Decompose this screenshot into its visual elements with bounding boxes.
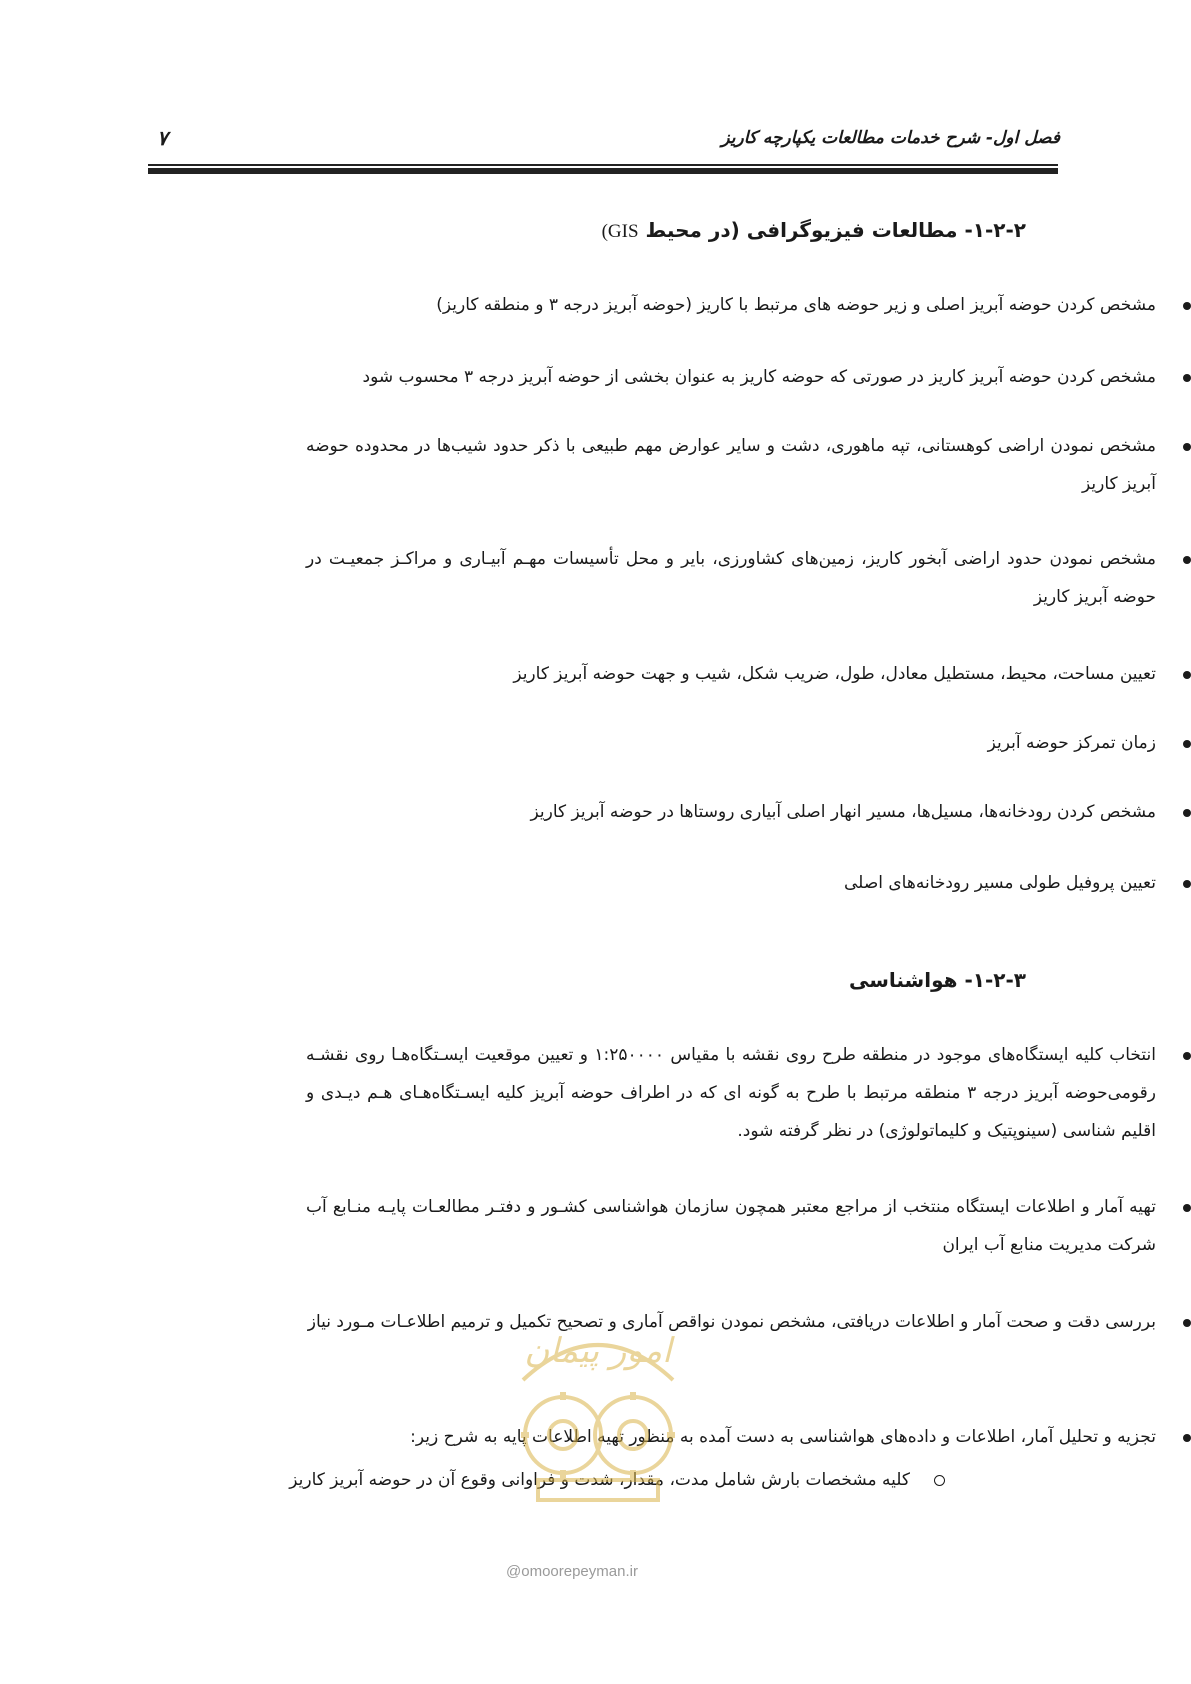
list-item-text: بررسی دقت و صحت آمار و اطلاعات دریافتی، مشخص نمودن نواقص آماری و تصحیح تکمیل و ترمیم اطلاعـات مـورد نیاز — [307, 1312, 1156, 1332]
list-item — [306, 864, 1191, 902]
bullet-icon — [1183, 809, 1191, 817]
list-item — [306, 427, 1191, 503]
section-heading-gis: GIS) — [601, 221, 639, 242]
bullet-icon — [1183, 374, 1191, 382]
list-item-text: مشخص کردن رودخانه‌ها، مسیل‌ها، مسیر انهار اصلی آبیاری روستاها در حوضه آبریز کاریز — [530, 802, 1156, 822]
list-item — [306, 540, 1191, 616]
bullet-icon — [1183, 1319, 1191, 1327]
list-item — [306, 793, 1191, 831]
list-item-text: زمان تمرکز حوضه آبریز — [987, 733, 1156, 753]
section-heading-text: ۱-۲-۲- مطالعات فیزیوگرافی (در محیط — [645, 218, 1026, 242]
bullet-icon — [1183, 302, 1191, 310]
list-item-text: تجزیه و تحلیل آمار، اطلاعات و داده‌های هواشناسی به دست آمده به منظور تهیه اطلاعات پایه به شرح زیر: — [410, 1427, 1156, 1447]
watermark-url: @omoorepeyman.ir — [506, 1563, 638, 1580]
list-item-text: تهیه آمار و اطلاعات ایستگاه منتخب از مراجع معتبر همچون سازمان هواشناسی کشـور و دفتـر مطالعـات پایـه منـابع آب شرکت مدیریت منابع آب ایران — [306, 1197, 1156, 1255]
watermark-logo-text: امور پیمان — [524, 1331, 672, 1371]
bullet-icon — [1183, 740, 1191, 748]
list-item — [306, 1303, 1191, 1341]
list-item — [306, 1036, 1191, 1150]
bullet-icon — [1183, 1052, 1191, 1060]
list-item — [306, 655, 1191, 693]
bullet-icon — [1183, 671, 1191, 679]
watermark-logo — [493, 1300, 703, 1510]
section-heading-meteorology: ۱-۲-۳- هواشناسی — [848, 968, 1026, 992]
hollow-bullet-icon — [934, 1475, 945, 1486]
list-item — [306, 358, 1191, 396]
list-item — [306, 286, 1191, 324]
list-item — [306, 724, 1191, 762]
bullet-icon — [1183, 880, 1191, 888]
header-rule-thin — [148, 164, 1058, 166]
bullet-icon — [1183, 556, 1191, 564]
bullet-icon — [1183, 443, 1191, 451]
header-rule-thick — [148, 168, 1058, 174]
section-heading-physiography — [602, 218, 1026, 243]
list-item-text: انتخاب کلیه ایستگاه‌های موجود در منطقه طرح روی نقشه با مقیاس ۱:۲۵۰۰۰۰ و تعیین موقعیت ایسـتگاه‌هـا روی نقشـه رقومی‌حوضه آبریز درجه ۳ منطقه مرتبط با طرح به گونه ای که در اطراف حوضه آبریز کلیه ایسـتگاه‌هـای هـم دیـدی و اقلیم شناسی (سینوپتیک و کلیماتولوژی) در نظر گرفته شود. — [306, 1045, 1156, 1141]
page-number: ۷ — [157, 126, 168, 150]
list-item — [306, 1418, 1191, 1456]
list-item-text: مشخص نمودن اراضی کوهستانی، تپه ماهوری، دشت و سایر عوارض مهم طبیعی با ذکر حدود شیب‌ها در محدوده حوضه آبریز کاریز — [306, 436, 1156, 494]
list-item — [306, 1188, 1191, 1264]
bullet-icon — [1183, 1434, 1191, 1442]
list-item-text: مشخص نمودن حدود اراضی آبخور کاریز، زمین‌های کشاورزی، بایر و محل تأسیسات مهـم آبیـاری و مراکـز جمعیـت در حوضه آبریز کاریز — [306, 549, 1156, 607]
bullet-icon — [1183, 1204, 1191, 1212]
list-item-text: مشخص کردن حوضه آبریز کاریز در صورتی که حوضه کاریز به عنوان بخشی از حوضه آبریز درجه ۳ محسوب شود — [362, 367, 1156, 387]
list-item-text: مشخص کردن حوضه آبریز اصلی و زیر حوضه های مرتبط با کاریز (حوضه آبریز درجه ۳ و منطقه کاریز) — [436, 295, 1156, 315]
list-item-text: تعیین مساحت، محیط، مستطیل معادل، طول، ضریب شکل، شیب و جهت حوضه آبریز کاریز — [513, 664, 1156, 684]
running-header-title: فصل اول- شرح خدمات مطالعات یکپارچه کاریز — [721, 128, 1060, 148]
list-item-text: تعیین پروفیل طولی مسیر رودخانه‌های اصلی — [844, 873, 1156, 893]
sub-list-item-text: کلیه مشخصات بارش شامل مدت، مقدار، شدت و فراوانی وقوع آن در حوضه آبریز کاریز — [289, 1470, 910, 1490]
